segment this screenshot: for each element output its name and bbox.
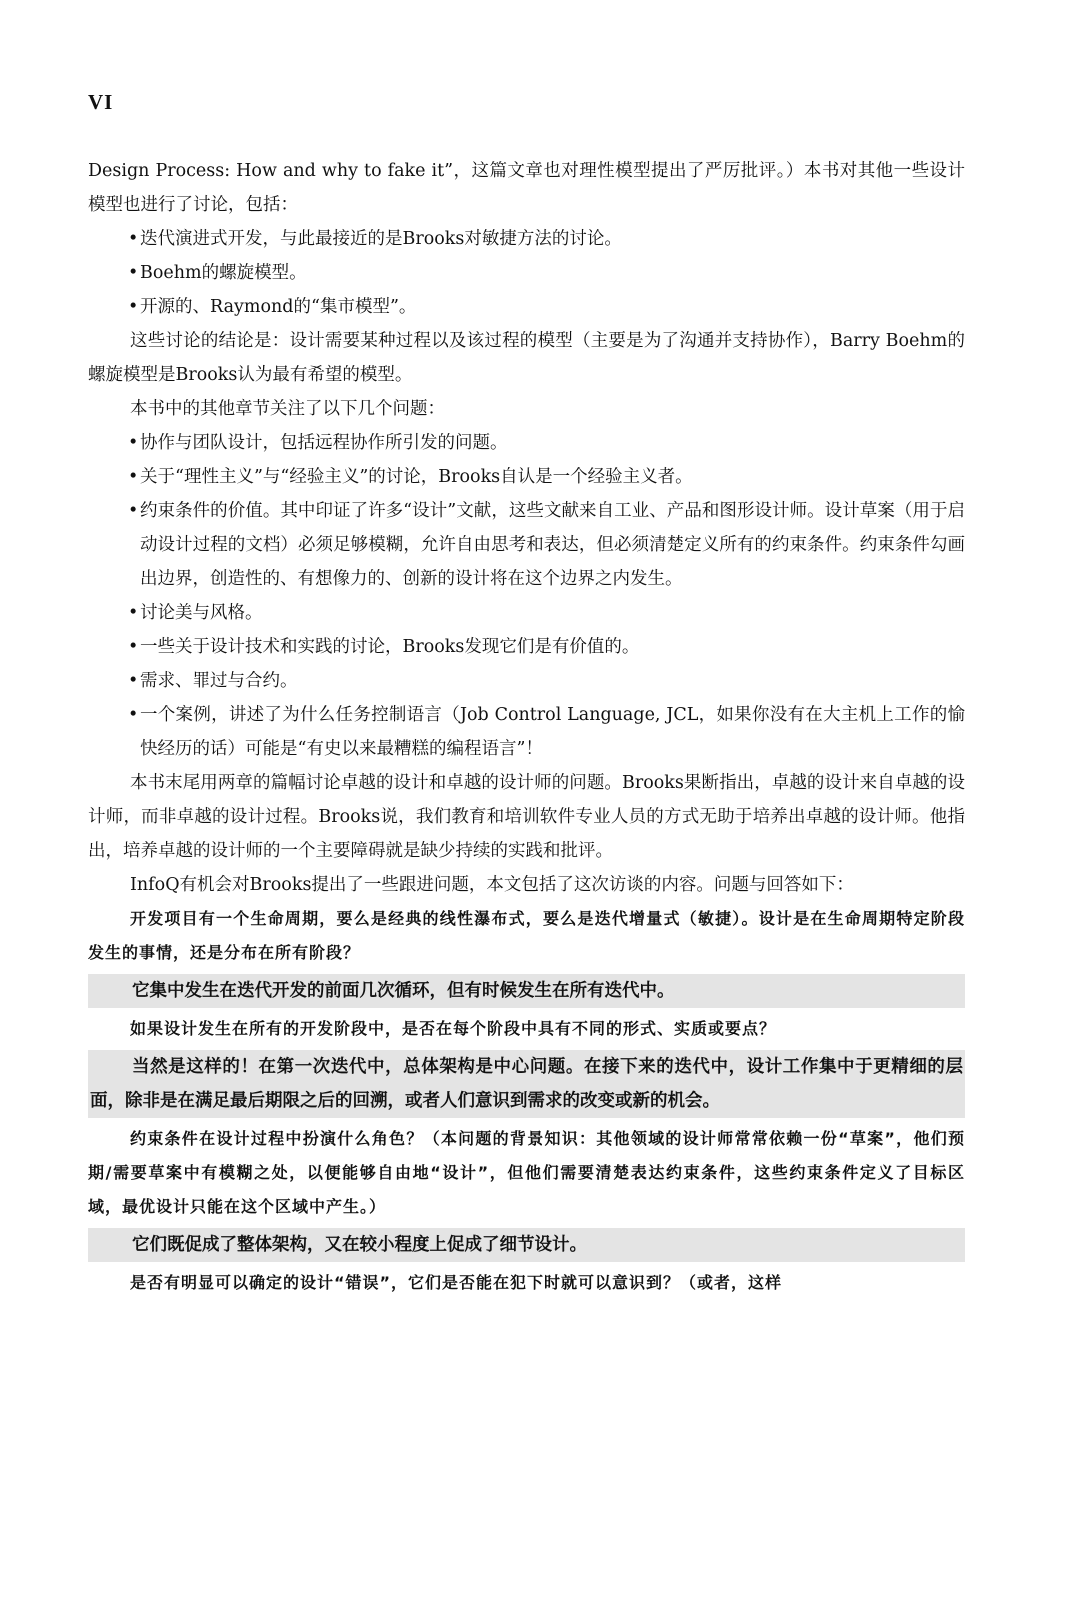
interview-question-3: 约束条件在设计过程中扮演什么角色？（本问题的背景知识：其他领域的设计师常常依赖一份“草案”，他们预期/需要草案中有模糊之处，以便能够自由地“设计”，但他们需要清楚表达约束条件，这些约束条件定义了目标区域，最优设计只能在这个区域中产生。） <box>88 1129 965 1216</box>
topics-list <box>88 426 965 766</box>
bullet-icon: • <box>128 229 139 249</box>
bullet-icon: • <box>128 433 139 453</box>
bullet-icon: • <box>128 297 139 317</box>
interview-answer-1: 它集中发生在迭代开发的前面几次循环，但有时候发生在所有迭代中。 <box>88 974 965 1008</box>
paragraph-infoq: InfoQ有机会对Brooks提出了一些跟进问题，本文包括了这次访谈的内容。问题与回答如下： <box>130 875 854 895</box>
paragraph-great-designers: 本书末尾用两章的篇幅讨论卓越的设计和卓越的设计师的问题。Brooks果断指出，卓越的设计来自卓越的设计师，而非卓越的设计过程。Brooks说，我们教育和培训软件专业人员的方式无助于培养出卓越的设计师。他指出，培养卓越的设计师的一个主要障碍就是缺少持续的实践和批评。 <box>88 773 965 861</box>
list-item: • 迭代演进式开发，与此最接近的是Brooks对敏捷方法的讨论。 <box>88 222 965 256</box>
bullet-icon: • <box>128 467 139 487</box>
bullet-icon: • <box>128 603 139 623</box>
list-item: • 关于“理性主义”与“经验主义”的讨论，Brooks自认是一个经验主义者。 <box>88 460 965 494</box>
list-item: • 一些关于设计技术和实践的讨论，Brooks发现它们是有价值的。 <box>88 630 965 664</box>
list-item: • Boehm的螺旋模型。 <box>88 256 965 290</box>
interview-question-2: 如果设计发生在所有的开发阶段中，是否在每个阶段中具有不同的形式、实质或要点？ <box>130 1019 777 1038</box>
interview-question-1: 开发项目有一个生命周期，要么是经典的线性瀑布式，要么是迭代增量式（敏捷）。设计是在生命周期特定阶段发生的事情，还是分布在所有阶段？ <box>88 909 965 962</box>
bullet-icon: • <box>128 705 139 725</box>
page-number: VI <box>88 90 114 114</box>
list-item: • 约束条件的价值。其中印证了许多“设计”文献，这些文献来自工业、产品和图形设计师。设计草案（用于启动设计过程的文档）必须足够模糊，允许自由思考和表达，但必须清楚定义所有的约束条件。约束条件勾画出边界，创造性的、有想像力的、创新的设计将在这个边界之内发生。 <box>88 494 965 596</box>
bullet-icon: • <box>128 501 139 521</box>
interview-answer-2: 当然是这样的！在第一次迭代中，总体架构是中心问题。在接下来的迭代中，设计工作集中于更精细的层面，除非是在满足最后期限之后的回溯，或者人们意识到需求的改变或新的机会。 <box>88 1050 965 1118</box>
paragraph-conclusion: 这些讨论的结论是：设计需要某种过程以及该过程的模型（主要是为了沟通并支持协作），Barry Boehm的螺旋模型是Brooks认为最有希望的模型。 <box>88 331 965 385</box>
list-item: • 需求、罪过与合约。 <box>88 664 965 698</box>
list-item: • 开源的、Raymond的“集市模型”。 <box>88 290 965 324</box>
bullet-icon: • <box>128 671 139 691</box>
interview-question-4: 是否有明显可以确定的设计“错误”，它们是否能在犯下时就可以意识到？（或者，这样 <box>130 1273 783 1292</box>
bullet-icon: • <box>128 263 139 283</box>
page-body <box>88 154 965 1300</box>
bullet-icon: • <box>128 637 139 657</box>
list-item: • 讨论美与风格。 <box>88 596 965 630</box>
list-item: • 协作与团队设计，包括远程协作所引发的问题。 <box>88 426 965 460</box>
paragraph-intro: Design Process: How and why to fake it”，这篇文章也对理性模型提出了严厉批评。）本书对其他一些设计模型也进行了讨论，包括： <box>88 161 965 215</box>
paragraph-chapters: 本书中的其他章节关注了以下几个问题： <box>130 399 445 419</box>
interview-answer-3: 它们既促成了整体架构，又在较小程度上促成了细节设计。 <box>88 1228 965 1262</box>
list-item: • 一个案例，讲述了为什么任务控制语言（Job Control Language, JCL，如果你没有在大主机上工作的愉快经历的话）可能是“有史以来最糟糕的编程语言”！ <box>88 698 965 766</box>
design-models-list <box>88 222 965 324</box>
